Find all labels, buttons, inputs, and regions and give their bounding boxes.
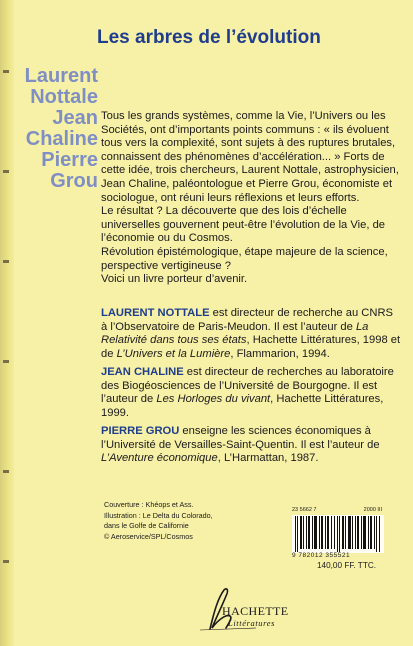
blurb-paragraph: Révolution épistémologique, étape majeure de la science, perspective vertigineuse ? (101, 245, 388, 272)
barcode (292, 515, 384, 553)
spine-mark (3, 470, 9, 473)
book-spine-edge (0, 0, 14, 646)
author-name-part: Nottale (30, 86, 98, 108)
author-names (18, 66, 98, 192)
bio-text: , L’Harmattan, 1987. (217, 452, 319, 465)
bio-text: enseigne les sciences économiques à l’Université de Versailles-Saint-Quentin. Il est l’auteur de (101, 425, 380, 451)
spine-mark (3, 560, 9, 563)
spine-mark (3, 360, 9, 363)
bio-text: est directeur de recherches au laboratoire des Biogéosciences de l’Université de Bourgogne. Il est l’auteur de (101, 366, 394, 406)
publisher-name: HACHETTE (222, 604, 289, 618)
credit-line: dans le Golfe de Californie (104, 521, 189, 530)
isbn-number: 9 782012 355521 (292, 552, 351, 559)
code-right: 2000 III (363, 507, 382, 513)
price: 140,00 FF. TTC. (317, 561, 377, 570)
spine-mark (3, 260, 9, 263)
bio-work-title: La Relativité dans tous ses états (101, 320, 369, 347)
blurb-paragraph: Le résultat ? La découverte que des lois d’échelle universelles gouvernent peut-être l’évolution de la Vie, de l’économie ou du Cosmos. (101, 205, 386, 245)
bio-name: LAURENT NOTTALE (101, 307, 210, 319)
author-bio-chaline (101, 366, 401, 420)
spine-mark (3, 70, 9, 73)
bio-text: est directeur de recherche au CNRS à l’Observatoire de Paris-Meudon. Il est l’auteur de (101, 307, 393, 333)
blurb-paragraph: Tous les grands systèmes, comme la Vie, l’Univers ou les Sociétés, ont d’importants points communs : « ils évoluent tous vers la complexité, sont sujets à des ruptures brutales, connaissent des phénomènes d’accélération... » Forts de cette idée, trois chercheurs, Laurent Nottale, astrophysicien, Jean Chaline, paléontologue et Pierre Grou, économiste et sociologue, ont réuni leurs réflexions et leurs efforts. (101, 110, 399, 204)
blurb-paragraph: Voici un livre porteur d’avenir. (101, 273, 248, 286)
author-name-part: Grou (50, 170, 98, 192)
credit-line: © Aeroservice/SPL/Cosmos (104, 531, 193, 541)
bio-text: , Hachette Littératures, 1999. (101, 393, 384, 419)
code-left: 23 5662 7 (292, 507, 317, 513)
distribution-codes (292, 507, 382, 513)
cover-credits (104, 500, 264, 542)
bio-name: JEAN CHALINE (101, 366, 184, 378)
spine-mark (3, 170, 9, 173)
author-bio-nottale (101, 307, 401, 361)
author-bio-grou (101, 425, 401, 466)
credit-line: Couverture : Khéops et Ass. (104, 500, 194, 509)
credit-line: Illustration : Le Delta du Colorado, (104, 510, 213, 520)
author-name-part: Chaline (25, 128, 98, 150)
bio-text: , Flammarion, 1994. (230, 347, 330, 360)
bio-work-title: Les Horloges du vivant (156, 393, 271, 406)
bio-work-title: L’Univers et la Lumière (116, 347, 231, 360)
bio-name: PIERRE GROU (101, 425, 180, 437)
blurb (101, 110, 401, 287)
book-title: Les arbres de l’évolution (97, 27, 321, 48)
bio-text: , Hachette Littératures, 1998 et de (101, 334, 401, 360)
author-name-part: Pierre (41, 149, 98, 171)
author-name-part: Jean (52, 107, 98, 129)
author-name-part: Laurent (24, 65, 98, 87)
publisher-imprint: Littératures (228, 618, 276, 628)
bio-work-title: L’Aventure économique (101, 452, 218, 465)
